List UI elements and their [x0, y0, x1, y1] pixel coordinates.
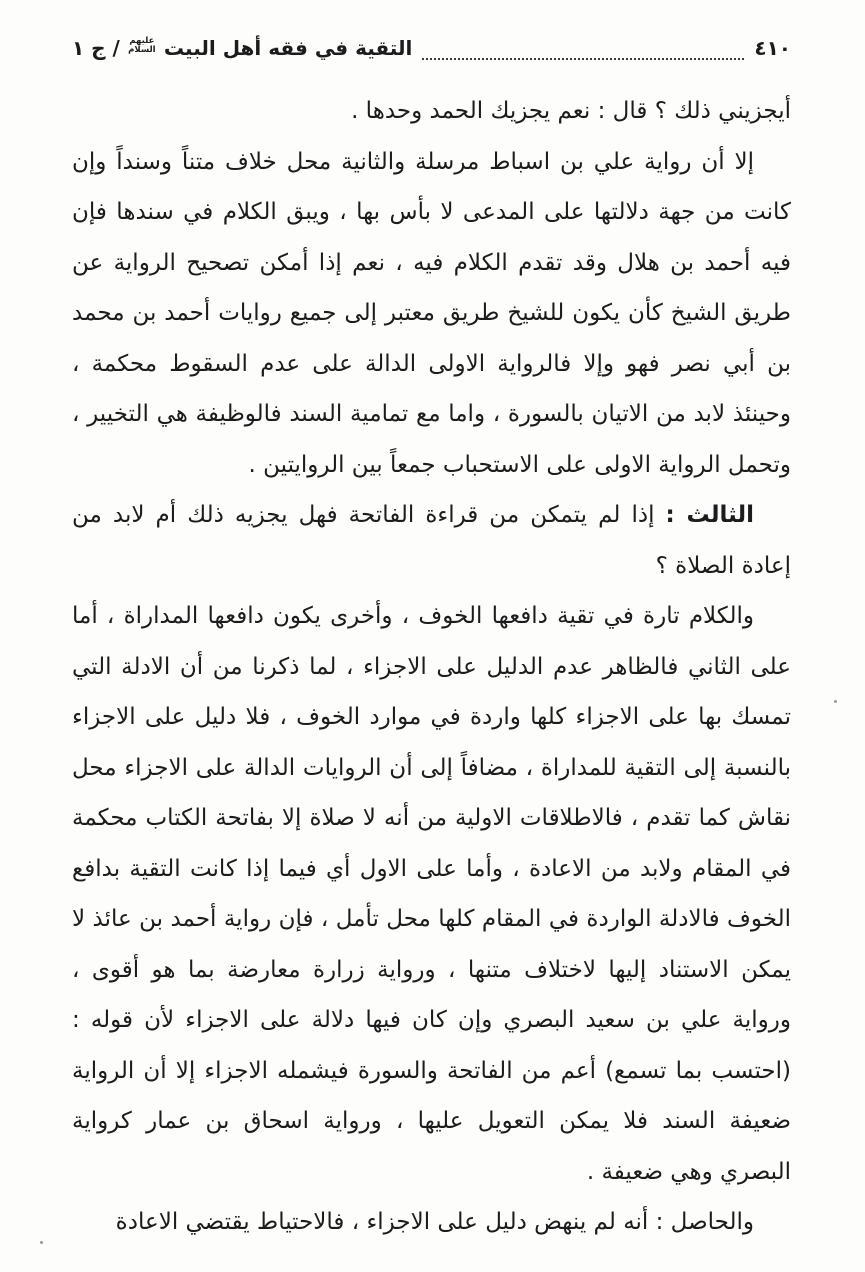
- running-title: [72, 36, 412, 60]
- paragraph: أيجزيني ذلك ؟ قال : نعم يجزيك الحمد وحدها .: [351, 98, 791, 124]
- honorific-mark: عليهم السلام: [128, 36, 156, 55]
- paragraph: الثالث : إذا لم يتمكن من قراءة الفاتحة فهل يجزيه ذلك أم لابد من إعادة الصلاة ؟: [72, 502, 791, 579]
- paragraph: والحاصل : أنه لم ينهض دليل على الاجزاء ، فالاحتياط يقتضي الاعادة: [115, 1209, 754, 1235]
- page-header: [72, 36, 791, 60]
- dotted-leader: [422, 45, 744, 60]
- scan-speck: [40, 1241, 43, 1244]
- paragraph: إلا أن رواية علي بن اسباط مرسلة والثانية محل خلاف متناً وسنداً وإن كانت من جهة دلالتها على المدعى لا بأس بها ، ويبق الكلام في سندها فإن فيه أحمد بن هلال وقد تقدم الكلام فيه ، نعم إذا أمكن تصحيح الرواية عن طريق الشيخ كأن يكون للشيخ طريق معتبر إلى جميع روايات أحمد بن محمد بن أبي نصر فهو وإلا فالرواية الاولى الدالة على عدم السقوط محكمة ، وحينئذ لابد من الاتيان بالسورة ، واما مع تمامية السند فالوظيفة هي التخيير ، وتحمل الرواية الاولى على الاستحباب جمعاً بين الروايتين .: [72, 148, 791, 478]
- scan-speck: [834, 700, 837, 703]
- page-number: ٤١٠: [754, 36, 791, 60]
- volume-label: / ج ١: [72, 36, 120, 60]
- paragraph: والكلام تارة في تقية دافعها الخوف ، وأخرى يكون دافعها المداراة ، أما على الثاني فالظاهر عدم الدليل على الاجزاء ، لما ذكرنا من أن الادلة التي تمسك بها على الاجزاء كلها واردة في موارد الخوف ، فلا دليل على الاجزاء بالنسبة إلى التقية للمداراة ، مضافاً إلى أن الروايات الدالة على الاجزاء محل نقاش كما تقدم ، فالاطلاقات الاولية من أنه لا صلاة إلا بفاتحة الكتاب محكمة في المقام ولابد من الاعادة ، وأما على الاول أي فيما إذا كانت التقية بدافع الخوف فالادلة الواردة في المقام كلها محل تأمل ، فإن رواية أحمد بن عائذ لا يمكن الاستناد إليها لاختلاف متنها ، ورواية زرارة معارضة بما هو أقوى ، ورواية علي بن سعيد البصري وإن كان فيها دلالة على الاجزاء لأن قوله : (احتسب بما تسمع) أعم من الفاتحة والسورة فيشمله الاجزاء إلا أن الرواية ضعيفة السند فلا يمكن التعويل عليها ، ورواية اسحاق بن عمار كرواية البصري وهي ضعيفة .: [72, 603, 791, 1185]
- page-body: [72, 86, 791, 1248]
- paragraph-lead: الثالث :: [665, 502, 755, 528]
- book-title: التقية في فقه أهل البيت: [163, 36, 413, 60]
